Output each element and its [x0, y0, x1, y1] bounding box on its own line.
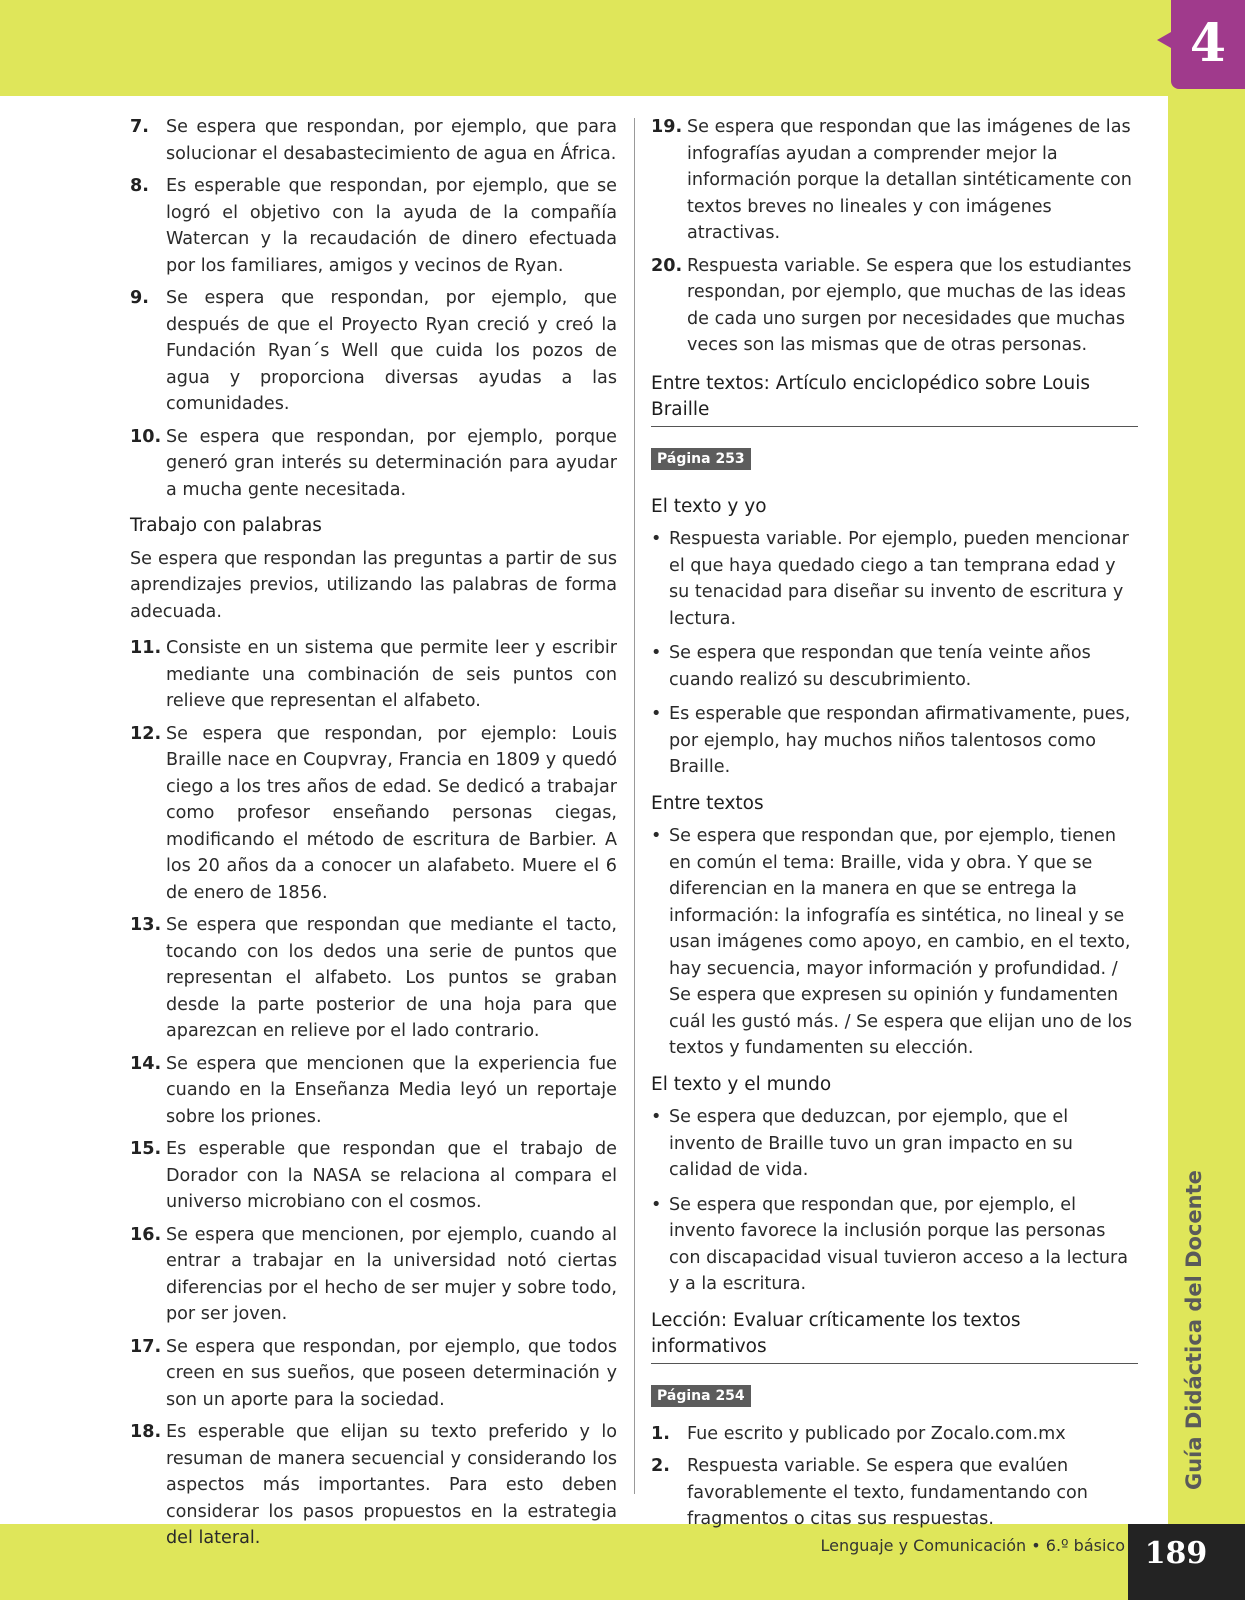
answer-text: Se espera que mencionen, por ejemplo, cuando al entrar a trabajar en la universidad notó ciertas diferencias por el hecho de ser mujer y sobre todo, por ser joven. — [166, 1224, 617, 1324]
answer-item — [651, 114, 1138, 247]
answer-text: Consiste en un sistema que permite leer y escribir mediante una combinación de seis puntos con relieve que representan el alfabeto. — [166, 638, 617, 711]
answer-number: 2. — [651, 1456, 670, 1476]
answer-item — [130, 1051, 617, 1131]
bullet-text: Se espera que respondan que, por ejemplo, el invento favorece la inclusión porque las personas con discapacidad visual tuvieron acceso a la lectura y a la escritura. — [669, 1194, 1129, 1294]
answer-number: 7. — [130, 117, 149, 137]
answer-text: Se espera que respondan, por ejemplo, que para solucionar el desabastecimiento de agua en África. — [166, 117, 617, 164]
answer-number: 8. — [130, 176, 149, 196]
answer-item — [651, 1453, 1138, 1533]
bullet-dot-icon: • — [651, 643, 662, 663]
answer-item — [130, 635, 617, 715]
side-title: Guía Didáctica del Docente — [1182, 1170, 1206, 1490]
answer-number: 15. — [130, 1139, 162, 1159]
bullet-dot-icon: • — [651, 1194, 662, 1215]
answer-number: 14. — [130, 1053, 162, 1074]
chapter-number: 4 — [1189, 13, 1227, 74]
bullet-item — [651, 701, 1138, 781]
answer-number: 13. — [130, 915, 162, 935]
answer-list-d — [651, 1421, 1138, 1533]
page-number: 189 — [1144, 1536, 1208, 1571]
page-badge-254: Página 254 — [651, 1385, 751, 1407]
answer-text: Respuesta variable. Se espera que los estudiantes respondan, por ejemplo, que muchas de las ideas de cada uno surgen por necesidades que muchas veces son las mismas que de otras personas. — [687, 255, 1132, 355]
answer-item — [130, 912, 617, 1045]
answer-number: 1. — [651, 1423, 670, 1444]
answer-number: 9. — [130, 288, 149, 308]
bullet-item — [651, 823, 1138, 1062]
answer-item — [130, 285, 617, 418]
answer-item — [130, 721, 617, 907]
bullet-text: Se espera que respondan que, por ejemplo, tienen en común el tema: Braille, vida y obra. Y que se diferencian en la manera en que se entrega la información: la infografía es sintética, no lineal y se usan imágenes como apoyo, en cambio, en el texto, hay secuencia, mayor información y profundidad. / Se espera que expresen su opinión y fundamenten cuál les gustó más. / Se espera que elijan uno de los textos y fundamenten su elección. — [669, 826, 1133, 1058]
answer-text: Se espera que respondan que mediante el tacto, tocando con los dedos una serie de puntos que representan el alfabeto. Los puntos se graban desde la parte posterior de una hoja para que aparezcan en relieve por el lado contrario. — [166, 915, 617, 1041]
bullet-item — [651, 1104, 1138, 1184]
answer-text: Fue escrito y publicado por Zocalo.com.mx — [687, 1423, 1066, 1444]
bullet-text: Se espera que deduzcan, por ejemplo, que el invento de Braille tuvo un gran impacto en su calidad de vida. — [669, 1107, 1073, 1180]
page-badge-253: Página 253 — [651, 448, 751, 470]
side-band — [1168, 0, 1245, 1600]
section-title-leccion: Lección: Evaluar críticamente los textos informativos — [651, 1308, 1138, 1364]
answer-item — [651, 253, 1138, 359]
answer-number: 19. — [651, 117, 683, 137]
answer-item — [130, 1222, 617, 1328]
answer-item — [130, 114, 617, 167]
answer-number: 16. — [130, 1224, 162, 1245]
bullet-dot-icon: • — [651, 529, 662, 549]
bullet-item — [651, 526, 1138, 632]
answer-text: Se espera que mencionen que la experiencia fue cuando en la Enseñanza Media leyó un reportaje sobre los priones. — [166, 1053, 617, 1127]
answer-text: Es esperable que respondan, por ejemplo, que se logró el objetivo con la ayuda de la compañía Watercan y la recaudación de dinero efectuada por los familiares, amigos y vecinos de Ryan. — [166, 176, 617, 276]
answer-item — [651, 1421, 1138, 1448]
answer-text: Respuesta variable. Se espera que evalúen favorablemente el texto, fundamentando con fragmentos o citas sus respuestas. — [687, 1456, 1088, 1529]
paragraph-trabajo-palabras: Se espera que respondan las preguntas a partir de sus aprendizajes previos, utilizando las palabras de forma adecuada. — [130, 548, 617, 622]
heading-texto-mundo: El texto y el mundo — [651, 1073, 832, 1095]
heading-entre-textos: Entre textos — [651, 792, 764, 814]
answer-list-b — [130, 635, 617, 1552]
section-title-braille: Entre textos: Artículo enciclopédico sobre Louis Braille — [651, 371, 1138, 427]
answer-item — [130, 424, 617, 504]
bullet-list-entre-textos — [651, 823, 1138, 1062]
bullet-dot-icon: • — [651, 704, 662, 724]
answer-number: 11. — [130, 638, 162, 658]
answer-item — [130, 173, 617, 279]
bullet-text: Respuesta variable. Por ejemplo, pueden mencionar el que haya quedado ciego a tan temprana edad y su tenacidad para diseñar su invento de escritura y lectura. — [669, 529, 1129, 629]
bullet-dot-icon: • — [651, 826, 662, 846]
answer-list-c — [651, 114, 1138, 359]
answer-number: 12. — [130, 723, 162, 744]
bullet-list-texto-yo — [651, 526, 1138, 781]
answer-text: Se espera que respondan que las imágenes de las infografías ayudan a comprender mejor la información porque la detallan sintéticamente con textos breves no lineales y con imágenes atractivas. — [687, 117, 1132, 243]
bullet-text: Se espera que respondan que tenía veinte años cuando realizó su descubrimiento. — [669, 643, 1091, 690]
answer-number: 18. — [130, 1422, 162, 1442]
right-column — [651, 114, 1138, 1539]
bullet-item — [651, 640, 1138, 693]
answer-text: Se espera que respondan, por ejemplo, porque generó gran interés su determinación para ayudar a mucha gente necesitada. — [166, 426, 617, 500]
answer-item — [130, 1334, 617, 1414]
answer-item — [130, 1419, 617, 1552]
header-band — [0, 0, 1245, 96]
left-column — [130, 114, 617, 1558]
answer-number: 17. — [130, 1336, 162, 1357]
answer-item — [130, 1136, 617, 1216]
answer-list-a — [130, 114, 617, 503]
answer-text: Es esperable que respondan que el trabajo de Dorador con la NASA se relaciona al compara el universo microbiano con el cosmos. — [166, 1139, 617, 1212]
heading-texto-yo: El texto y yo — [651, 495, 767, 517]
answer-number: 20. — [651, 255, 683, 276]
answer-text: Se espera que respondan, por ejemplo: Louis Braille nace en Coupvray, Francia en 1809 y quedó ciego a los tres años de edad. Se dedicó a trabajar como profesor enseñando personas ciegas, modificando el método de escritura de Barbier. A los 20 años da a conocer un alafabeto. Muere el 6 de enero de 1856. — [166, 723, 617, 903]
bullet-text: Es esperable que respondan afirmativamente, pues, por ejemplo, hay muchos niños talentosos como Braille. — [669, 704, 1131, 777]
heading-trabajo-palabras: Trabajo con palabras — [130, 515, 322, 536]
answer-number: 10. — [130, 426, 162, 447]
bullet-item — [651, 1192, 1138, 1298]
answer-text: Se espera que respondan, por ejemplo, que todos creen en sus sueños, que poseen determinación y son un aporte para la sociedad. — [166, 1336, 617, 1410]
footer-subject: Lenguaje y Comunicación • 6.º básico — [820, 1536, 1125, 1555]
answer-text: Se espera que respondan, por ejemplo, que después de que el Proyecto Ryan creció y creó la Fundación Ryan´s Well que cuida los pozos de agua y proporciona diversas ayudas a las comunidades. — [166, 288, 617, 414]
chapter-tab — [1171, 0, 1245, 89]
column-divider — [634, 118, 635, 1494]
answer-text: Es esperable que elijan su texto preferido y lo resuman de manera secuencial y considerando los aspectos más importantes. Para esto deben considerar los pasos propuestos en la estrategia del lateral. — [166, 1422, 617, 1548]
page-number-box — [1128, 1524, 1245, 1600]
bullet-list-texto-mundo — [651, 1104, 1138, 1298]
bullet-dot-icon: • — [651, 1107, 662, 1127]
